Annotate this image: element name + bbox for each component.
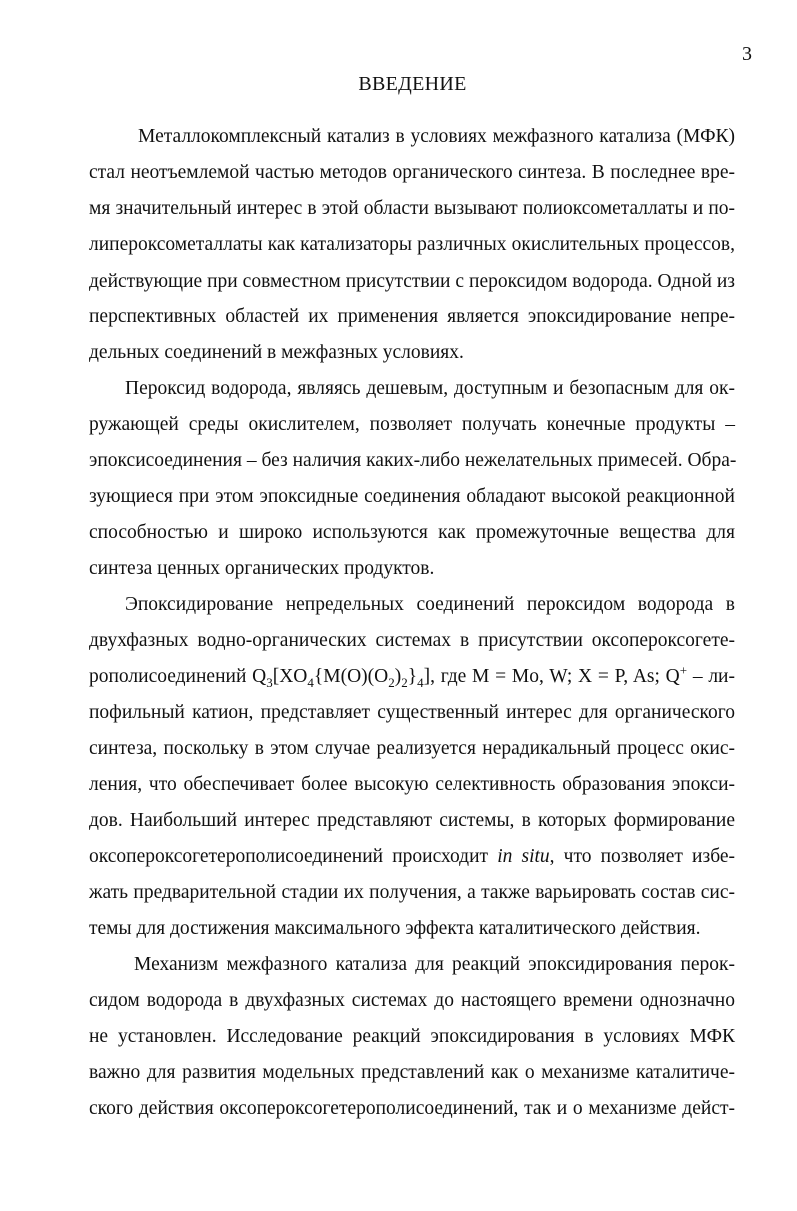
text-line: дов. Наибольший интерес представляют системы, в которых формирование (89, 810, 735, 831)
text-line: двухфазных водно-органических системах в присутствии оксопероксогете- (89, 630, 735, 651)
text-line: дельных соединений в межфазных условиях. (89, 342, 464, 363)
text-line: стал неотъемлемой частью методов органического синтеза. В последнее вре- (89, 162, 735, 183)
text-line-italic: оксопероксогетерополисоединений происходит in situ, что позволяет избе- (89, 846, 736, 867)
text-line: действующие при совместном присутствии с пероксидом водорода. Одной из (89, 271, 735, 292)
text-line: не установлен. Исследование реакций эпоксидирования в условиях МФК (89, 1026, 735, 1047)
text-line: липероксометаллаты как катализаторы различных окислительных процессов, (89, 234, 735, 255)
text-line: перспективных областей их применения является эпоксидирование непре- (89, 306, 735, 327)
text-line: Пероксид водорода, являясь дешевым, доступным и безопасным для ок- (125, 378, 735, 399)
page-number: 3 (742, 43, 752, 65)
text-line: сидом водорода в двухфазных системах до настоящего времени однозначно (89, 990, 735, 1011)
text-line: темы для достижения максимального эффекта каталитического действия. (89, 918, 701, 939)
text-line: синтеза ценных органических продуктов. (89, 558, 435, 579)
text-line: жать предварительной стадии их получения, а также варьировать состав сис- (89, 882, 735, 903)
text-line: способностью и широко используются как промежуточные вещества для (89, 522, 735, 543)
text-line: ского действия оксопероксогетерополисоединений, так и о механизме дейст- (89, 1098, 735, 1119)
page-title: ВВЕДЕНИЕ (358, 73, 467, 95)
text-line: синтеза, поскольку в этом случае реализуется нерадикальный процесс окис- (89, 738, 735, 759)
text-line: зующиеся при этом эпоксидные соединения обладают высокой реакционной (89, 486, 735, 507)
text-line: пофильный катион, представляет существенный интерес для органического (89, 702, 735, 723)
text-line: Металлокомплексный катализ в условиях межфазного катализа (МФК) (138, 126, 735, 147)
text-line: Эпоксидирование непредельных соединений пероксидом водорода в (125, 594, 735, 615)
text-line: ления, что обеспечивает более высокую селективность образования эпокси- (89, 774, 735, 795)
text-line: важно для развития модельных представлений как о механизме каталитиче- (89, 1062, 735, 1083)
formula-line: рополисоединений $Q_3[XO_4\{M(O)(O_2)_2\}_4]$, где M = Mo, W; X = P, As; Q+ – ли- (89, 662, 735, 690)
text-line: Механизм межфазного катализа для реакций эпоксидирования перок- (134, 954, 735, 975)
text-line: мя значительный интерес в этой области вызывают полиоксометаллаты и по- (89, 198, 735, 219)
text-line: эпоксисоединения – без наличия каких-либо нежелательных примесей. Обра- (89, 450, 737, 471)
text-line: ружающей среды окислителем, позволяет получать конечные продукты – (89, 414, 735, 435)
